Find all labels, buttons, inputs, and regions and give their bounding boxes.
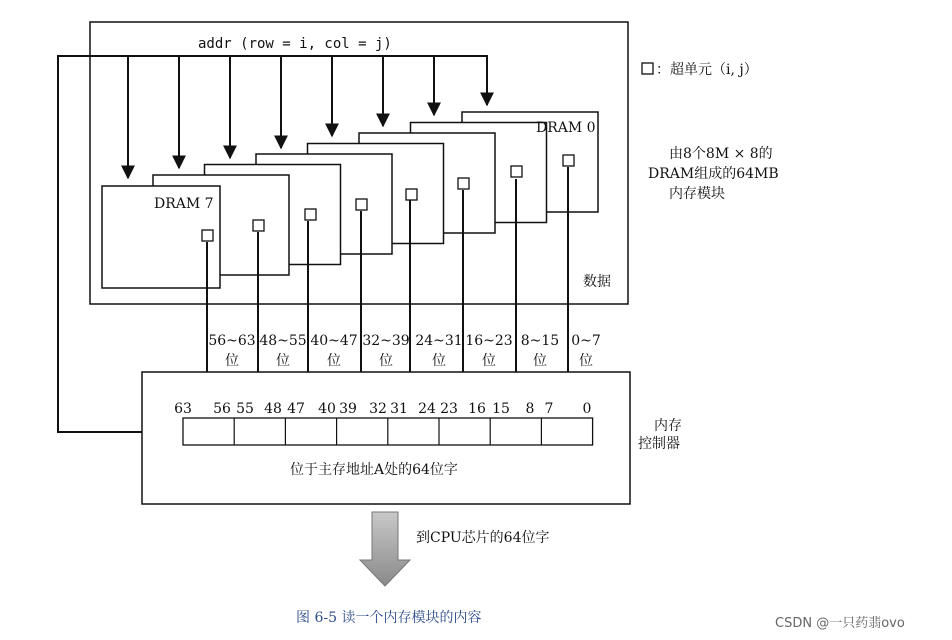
bit-range-6: 8~15 xyxy=(520,333,560,349)
module-desc-line-3: 内存模块 xyxy=(669,186,725,202)
supercell-5 xyxy=(305,209,316,220)
bit-range-3: 32~39 xyxy=(362,333,410,349)
watermark: CSDN @一只药翡ovo xyxy=(775,616,905,631)
bit-range-7: 0~7 xyxy=(571,333,601,349)
controller-label-line-1: 内存 xyxy=(654,418,682,434)
word-label: 位于主存地址A处的64位字 xyxy=(290,462,458,478)
bit-pos-10: 23 xyxy=(440,401,458,417)
bit-range-labels xyxy=(208,333,600,369)
bit-pos-14: 7 xyxy=(544,401,554,417)
bit-range-2: 40~47 xyxy=(310,333,358,349)
bit-unit-3: 位 xyxy=(379,353,393,369)
supercell-2 xyxy=(458,178,469,189)
bit-unit-7: 位 xyxy=(579,353,593,369)
bit-range-1: 48~55 xyxy=(259,333,307,349)
word-register xyxy=(183,418,593,445)
dram-first-label: DRAM 0 xyxy=(536,120,596,136)
bit-unit-5: 位 xyxy=(482,353,496,369)
bit-pos-1: 56 xyxy=(213,401,231,417)
bit-pos-4: 47 xyxy=(287,401,305,417)
bit-pos-3: 48 xyxy=(264,401,282,417)
bit-pos-5: 40 xyxy=(318,401,336,417)
addr-label: addr (row = i, col = j) xyxy=(198,36,392,52)
module-desc-line-2: DRAM组成的64MB xyxy=(648,166,779,182)
bit-pos-2: 55 xyxy=(236,401,254,417)
bit-range-0: 56~63 xyxy=(208,333,256,349)
bit-unit-2: 位 xyxy=(327,353,341,369)
bit-pos-12: 15 xyxy=(492,401,510,417)
supercell-6 xyxy=(253,220,264,231)
figure-caption: 图 6-5 读一个内存模块的内容 xyxy=(296,610,482,626)
data-label: 数据 xyxy=(583,274,611,290)
controller-label-line-2: 控制器 xyxy=(638,436,680,452)
bit-unit-1: 位 xyxy=(276,353,290,369)
cpu-arrow xyxy=(360,512,410,586)
bit-unit-6: 位 xyxy=(533,353,547,369)
legend-supercell-icon xyxy=(642,63,653,74)
bit-pos-8: 31 xyxy=(390,401,408,417)
bit-pos-0: 63 xyxy=(174,401,192,417)
bit-pos-9: 24 xyxy=(418,401,436,417)
bit-position-labels xyxy=(174,401,591,417)
bit-pos-6: 39 xyxy=(339,401,357,417)
supercell-3 xyxy=(406,189,417,200)
supercell-0 xyxy=(563,155,574,166)
bit-pos-7: 32 xyxy=(369,401,387,417)
supercell-4 xyxy=(356,199,367,210)
legend-text: ：超单元（i, j） xyxy=(656,62,758,78)
bit-pos-13: 8 xyxy=(525,401,535,417)
bit-range-4: 24~31 xyxy=(415,333,463,349)
bit-pos-11: 16 xyxy=(468,401,486,417)
supercell-7 xyxy=(202,230,213,241)
bit-unit-4: 位 xyxy=(432,353,446,369)
supercell-1 xyxy=(511,166,522,177)
module-desc-line-1: 由8个8M × 8的 xyxy=(669,146,773,162)
bit-unit-0: 位 xyxy=(225,353,239,369)
bit-range-5: 16~23 xyxy=(465,333,513,349)
cpu-label: 到CPU芯片的64位字 xyxy=(416,530,550,546)
dram-last-label: DRAM 7 xyxy=(154,196,214,212)
bit-pos-15: 0 xyxy=(582,401,592,417)
